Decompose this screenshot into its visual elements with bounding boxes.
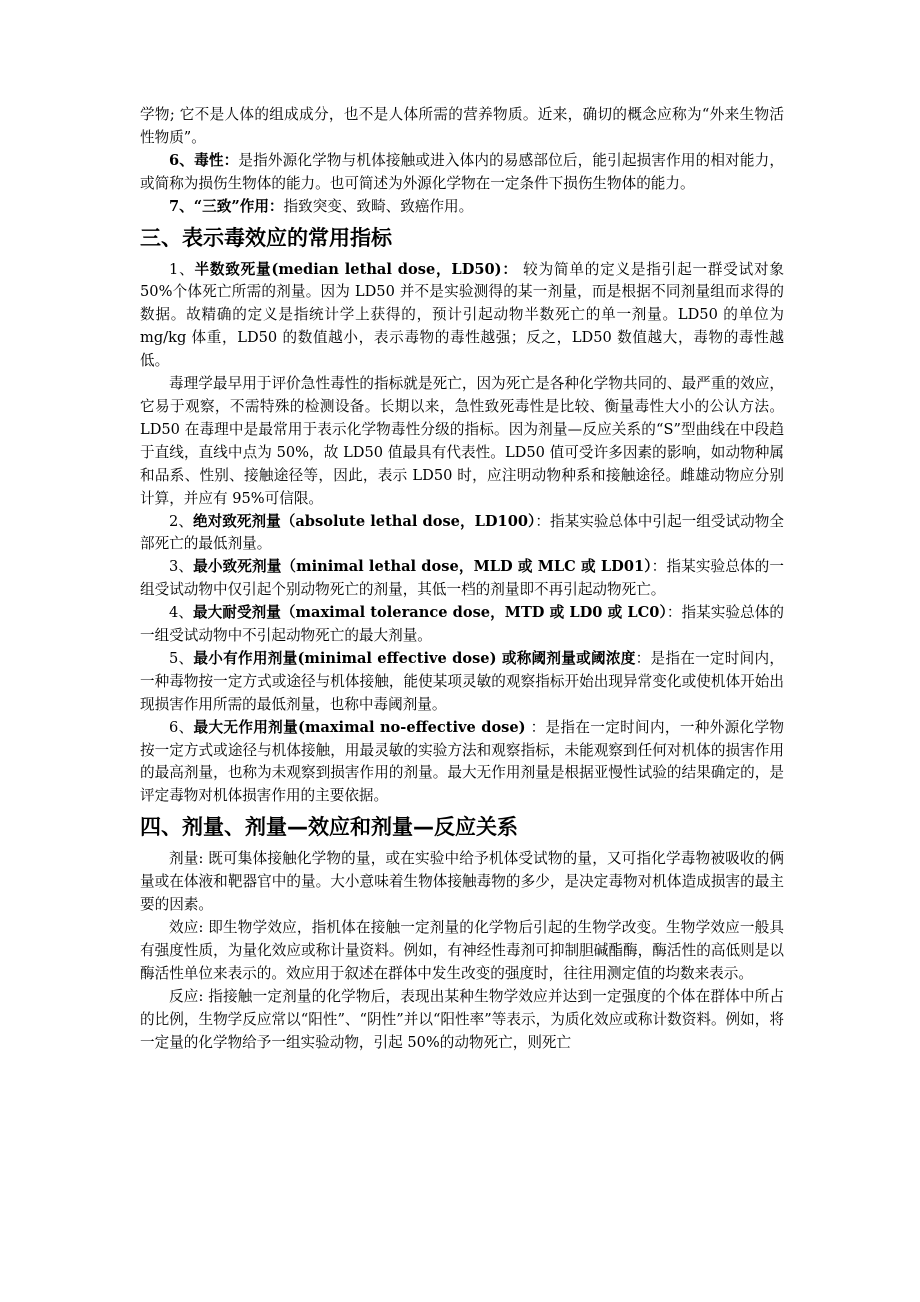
item-number: 3、 bbox=[169, 558, 194, 576]
item-term: 最小有作用剂量(minimal effective dose) 或称阈剂量或阈浓度 bbox=[193, 649, 636, 667]
definition-three-effects bbox=[140, 196, 784, 219]
definition-text: 是指外源化学物与机体接触或进入体内的易感部位后，能引起损害作用的相对能力，或简称为损伤生物体的能力。也可简述为外源化学物在一定条件下损伤生物体的能力。 bbox=[140, 151, 784, 192]
document-page bbox=[140, 104, 784, 1054]
item-term: 绝对致死剂量（absolute lethal dose，LD100） bbox=[192, 512, 536, 530]
definition-term: 6、毒性： bbox=[169, 151, 239, 169]
paragraph-dose: 剂量: 既可集体接触化学物的量，或在实验中给予机体受试物的量，又可指化学毒物被吸收的俩量或在体液和靶器官中的量。大小意味着生物体接触毒物的多少，是决定毒物对机体造成损害的最主要的因素。 bbox=[140, 850, 784, 914]
item-term: 最小致死剂量（minimal lethal dose，MLD 或 MLC 或 LD01） bbox=[193, 558, 652, 576]
item-text: ：是指在一定时间内，一种外源化学物按一定方式或途径与机体接触，用最灵敏的实验方法和观察指标，未能观察到任何对机体的损害作用的最高剂量，也称为未观察到损害作用的剂量。最大无作用剂量是根据亚慢性试验的结果确定的，是评定毒物对机体损害作用的主要依据。 bbox=[140, 718, 784, 805]
item-ld100 bbox=[140, 511, 784, 557]
paragraph-ld50-detail: 毒理学最早用于评价急性毒性的指标就是死亡，因为死亡是各种化学物共同的、最严重的效应，它易于观察，不需特殊的检测设备。长期以来，急性致死毒性是比较、衡量毒性大小的公认方法。LD50 在毒理中是最常用于表示化学物毒性分级的指标。因为剂量—反应关系的“S”型曲线在中段趋于直线，直线中点为 50%，故 LD50 值最具有代表性。LD50 值可受许多因素的影响，如动物种属和品系、性别、接触途径等，因此，表示 LD50 时，应注明动物种系和接触途径。雌雄动物应分别计算，并应有 95%可信限。 bbox=[140, 375, 784, 507]
item-text: 较为简单的定义是指引起一群受试对象 50%个体死亡所需的剂量。因为 LD50 并不是实验测得的某一剂量，而是根据不同剂量组而求得的数据。故精确的定义是指统计学上获得的，预计引起动物半数死亡的单一剂量。LD50 的单位为 mg/kg 体重，LD50 的数值越小，表示毒物的毒性越强；反之，LD50 数值越大，毒物的毒性越低。 bbox=[140, 260, 785, 370]
item-noel bbox=[140, 717, 784, 809]
item-number: 1、 bbox=[169, 260, 195, 278]
item-number: 5、 bbox=[169, 649, 194, 667]
section-heading-3: 三、表示毒效应的常用指标 bbox=[140, 225, 392, 250]
item-text: ：指某实验总体的一组受试动物中不引起动物死亡的最大剂量。 bbox=[140, 604, 784, 645]
definition-term: 7、“三致”作用： bbox=[169, 197, 284, 215]
item-mld bbox=[140, 556, 784, 602]
section-heading-4: 四、剂量、剂量—效应和剂量—反应关系 bbox=[140, 815, 518, 840]
item-term: 半数致死量(median lethal dose，LD50)： bbox=[194, 260, 518, 278]
paragraph-effect: 效应: 即生物学效应，指机体在接触一定剂量的化学物后引起的生物学改变。生物学效应一般具有强度性质，为量化效应或称计量资料。例如，有神经性毒剂可抑制胆碱酯酶，酶活性的高低则是以酶活性单位来表示的。效应用于叙述在群体中发生改变的强度时，往往用测定值的均数来表示。 bbox=[140, 919, 784, 982]
item-term: 最大耐受剂量（maximal tolerance dose，MTD 或 LD0 或 LC0） bbox=[193, 604, 667, 622]
item-number: 4、 bbox=[169, 604, 193, 622]
definition-toxicity bbox=[140, 150, 784, 196]
item-text: ：指某实验总体中引起一组受试动物全部死亡的最低剂量。 bbox=[140, 512, 784, 553]
item-mtd bbox=[140, 602, 784, 648]
item-number: 6、 bbox=[169, 718, 194, 736]
item-med bbox=[140, 648, 784, 717]
item-number: 2、 bbox=[169, 512, 193, 530]
item-term: 最大无作用剂量(maximal no-effective dose) bbox=[193, 718, 526, 736]
paragraph-continuation: 学物; 它不是人体的组成成分，也不是人体所需的营养物质。近来，确切的概念应称为“外来生物活性物质”。 bbox=[140, 106, 784, 146]
item-text: ：是指在一定时间内，一种毒物按一定方式或途径与机体接触，能使某项灵敏的观察指标开始出现异常变化或使机体开始出现损害作用所需的最低剂量，也称中毒阈剂量。 bbox=[140, 649, 784, 713]
item-ld50 bbox=[140, 259, 784, 374]
definition-text: 指致突变、致畸、致癌作用。 bbox=[283, 197, 474, 215]
item-text: ：指某实验总体的一组受试动物中仅引起个别动物死亡的剂量，其低一档的剂量即不再引起动物死亡。 bbox=[140, 558, 784, 599]
paragraph-response: 反应: 指接触一定剂量的化学物后，表现出某种生物学效应并达到一定强度的个体在群体中所占的比例，生物学反应常以“阳性”、“阴性”并以“阳性率”等表示，为质化效应或称计数资料。例如，将一定量的化学物给予一组实验动物，引起 50%的动物死亡，则死亡 bbox=[140, 987, 784, 1051]
